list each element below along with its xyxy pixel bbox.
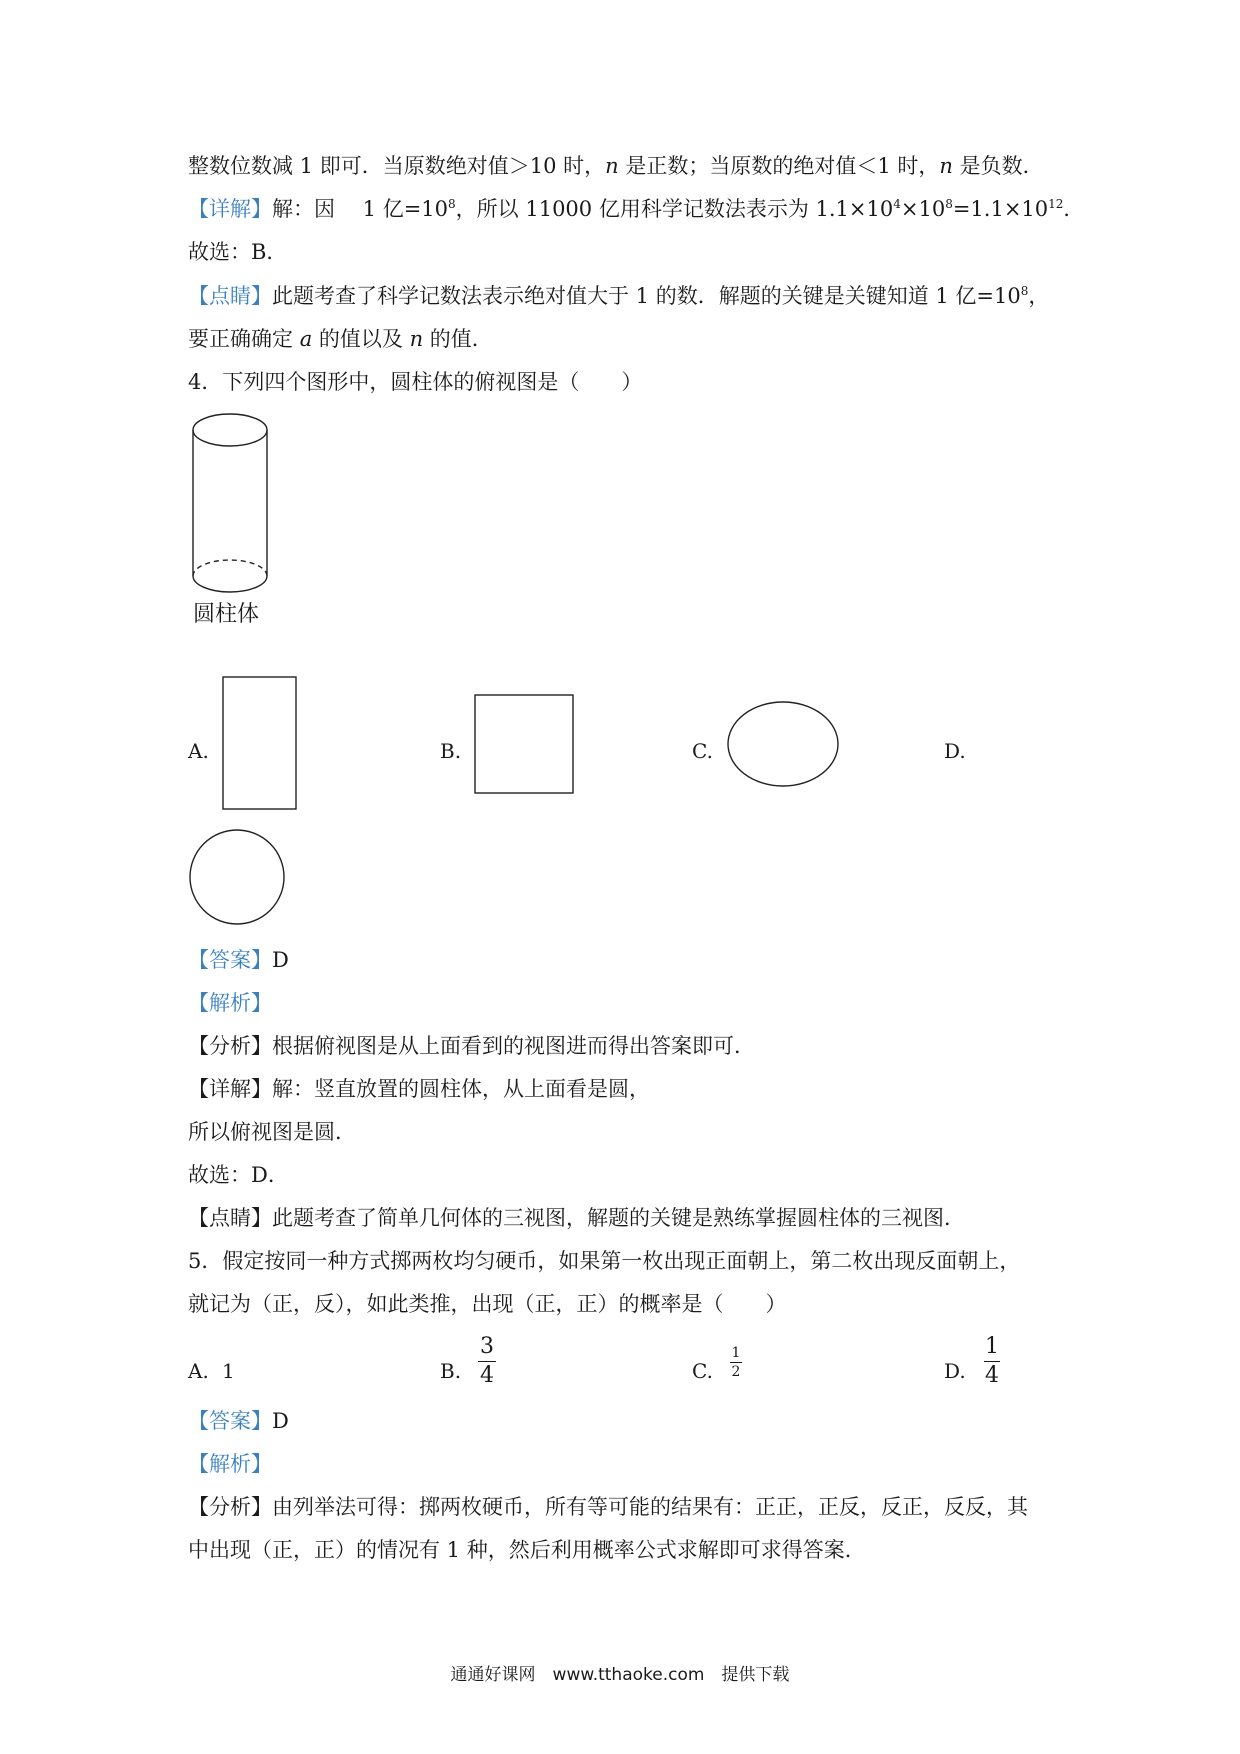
square-shape bbox=[474, 694, 576, 796]
q4-option-d-label[interactable]: D. bbox=[944, 739, 966, 763]
q5-option-a-label[interactable]: A. bbox=[188, 1359, 209, 1383]
analysis-4: 【分析】根据俯视图是从上面看到的视图进而得出答案即可． bbox=[188, 1034, 755, 1058]
detail-4-cont: 所以俯视图是圆． bbox=[188, 1120, 356, 1144]
comment-4: 【点睛】此题考查了简单几何体的三视图，解题的关键是熟练掌握圆柱体的三视图． bbox=[188, 1206, 965, 1230]
detail-line: 【详解】解：因 1 亿$=10^8$，所以 11000 亿用科学记数法表示为 $1.1\times 10^4\times 10^8=1.1\times 10^{12}$． bbox=[188, 197, 1085, 221]
text-line: 整数位数减 1 即可．当原数绝对值＞10 时，n 是正数；当原数的绝对值＜1 时，n 是负数． bbox=[188, 154, 1044, 178]
question-5-line-1: 5．假定按同一种方式掷两枚均匀硬币，如果第一枚出现正面朝上，第二枚出现反面朝上， bbox=[188, 1249, 1021, 1273]
cylinder-figure bbox=[185, 408, 275, 598]
answer-5: 【答案】D bbox=[188, 1409, 289, 1433]
fraction-one-quarter: 1 4 bbox=[985, 1334, 999, 1388]
choice-4: 故选：D． bbox=[188, 1163, 289, 1187]
q4-option-b-label[interactable]: B. bbox=[440, 739, 462, 763]
question-4: 4．下列四个图形中，圆柱体的俯视图是（ ） bbox=[188, 370, 643, 394]
page-footer: 通通好课网 www.tthaoke.com 提供下载 bbox=[450, 1665, 790, 1685]
fraction-one-half: 1 2 bbox=[731, 1345, 741, 1380]
q5-option-b-label[interactable]: B. bbox=[440, 1359, 462, 1383]
cylinder-caption: 圆柱体 bbox=[193, 602, 260, 627]
rectangle-shape bbox=[222, 676, 298, 812]
answer-4: 【答案】D bbox=[188, 948, 289, 972]
ellipse-shape bbox=[726, 700, 842, 790]
detail-4: 【详解】解：竖直放置的圆柱体，从上面看是圆， bbox=[188, 1077, 650, 1101]
circle-shape bbox=[188, 828, 288, 928]
q4-option-c-label[interactable]: C. bbox=[692, 739, 713, 763]
q5-option-c-label[interactable]: C. bbox=[692, 1359, 713, 1383]
analysis-5-line-2: 中出现（正，正）的情况有 1 种，然后利用概率公式求解即可求得答案． bbox=[188, 1538, 866, 1562]
question-5-line-2: 就记为（正，反），如此类推，出现（正，正）的概率是（ ） bbox=[188, 1292, 787, 1316]
text-line: 要正确确定 a 的值以及 n 的值． bbox=[188, 327, 493, 351]
q5-option-a-value: 1 bbox=[222, 1359, 235, 1383]
q5-option-d-label[interactable]: D. bbox=[944, 1359, 966, 1383]
choice-line: 故选：B． bbox=[188, 240, 288, 264]
fraction-three-quarters: 3 4 bbox=[480, 1334, 494, 1388]
analysis-5-line-1: 【分析】由列举法可得：掷两枚硬币，所有等可能的结果有：正正，正反，反正，反反，其 bbox=[188, 1495, 1028, 1519]
analysis-5-heading: 【解析】 bbox=[188, 1452, 272, 1476]
q4-option-a-label[interactable]: A. bbox=[188, 739, 209, 763]
analysis-4-heading: 【解析】 bbox=[188, 991, 272, 1015]
comment-line: 【点睛】此题考查了科学记数法表示绝对值大于 1 的数．解题的关键是关键知道 1 亿$=10^8$， bbox=[188, 284, 1050, 308]
